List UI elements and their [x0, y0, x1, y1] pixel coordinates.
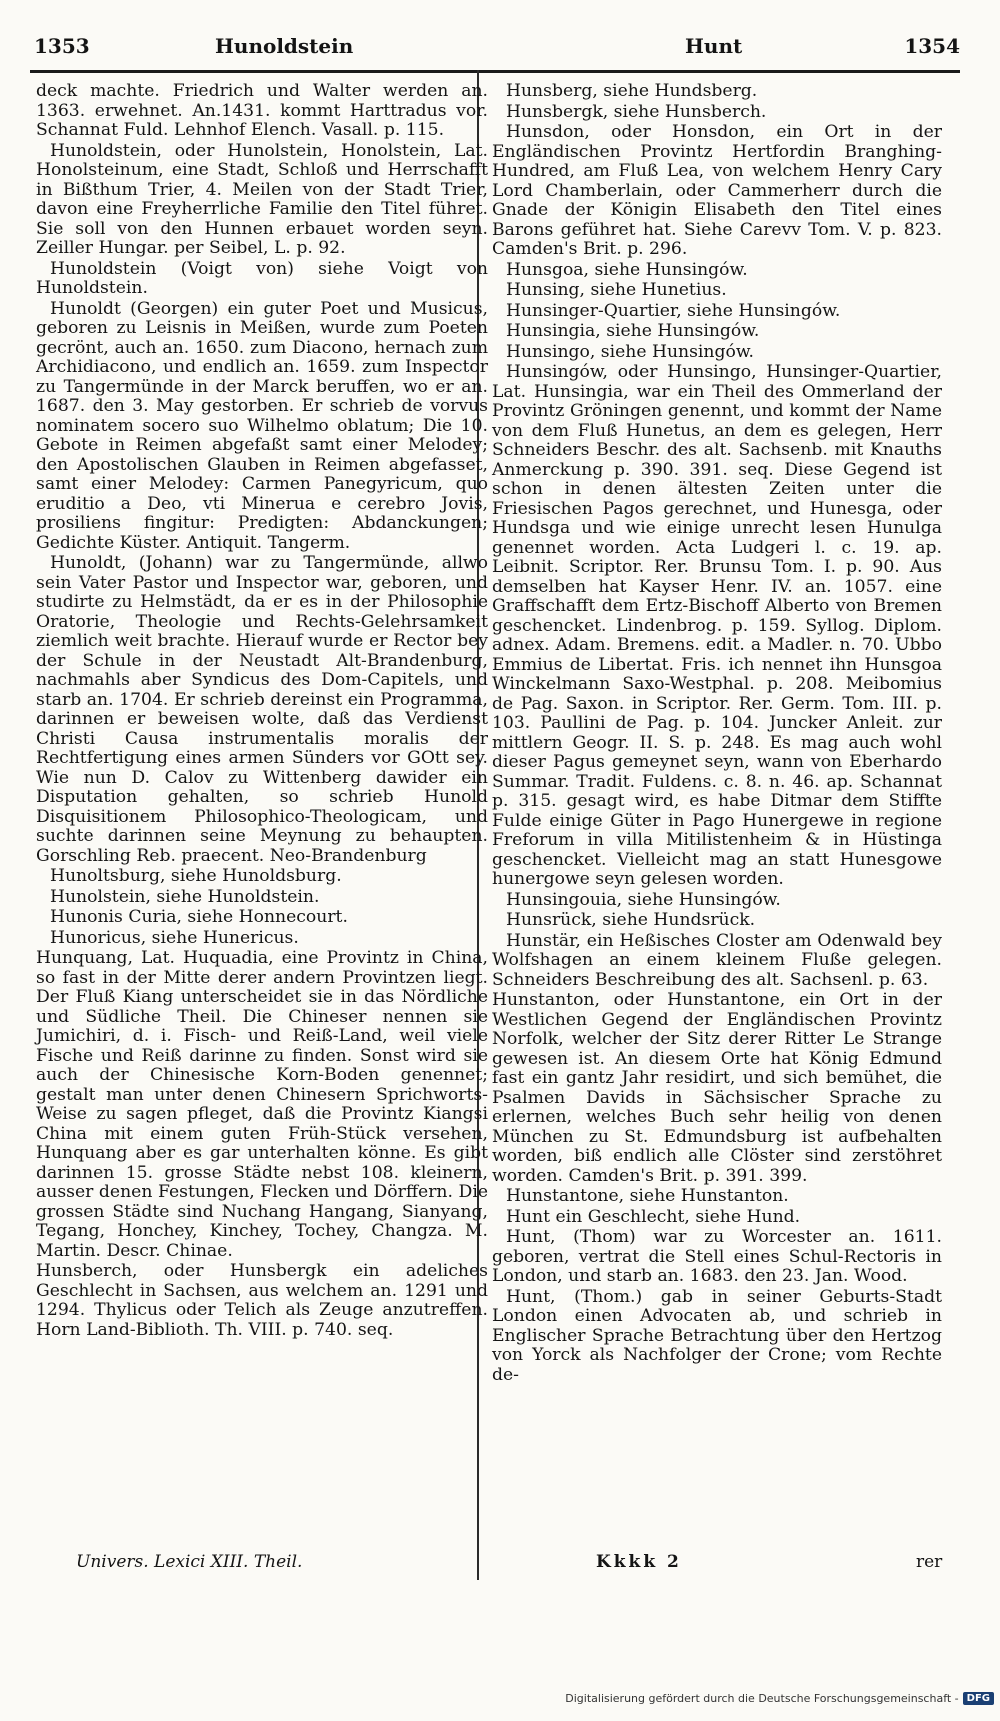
page-number-left: 1353 [34, 34, 90, 58]
entry-paragraph: Hunonis Curia, siehe Honnecourt. [50, 907, 348, 927]
entry-paragraph: Hunsing, siehe Hunetius. [506, 280, 727, 300]
entry-paragraph: Hunstanton, oder Hunstantone, ein Ort in der Westlichen Gegend der Engländischen Provintz Norfolk, welcher der Sitz derer Ritter Le Strange gewesen ist. An diesem Orte hat König Edmund fast ein gantz Jahr residirt, und sich bemühet, die Psalmen Davids in Sächsischer Sprache zu erlernen, welches Buch sehr heilig von denen München zu St. Edmundsburg ist aufbehalten worden, biß endlich alle Clöster sind zerstöhret worden. Camden's Brit. p. 391. 399. [492, 990, 942, 1186]
entry-paragraph: Hunsgoa, siehe Hunsingów. [506, 259, 748, 280]
entry-paragraph: Hunoldt, (Johann) war zu Tangermünde, allwo sein Vater Pastor und Inspector war, geboren, und studirte zu Helmstädt, da er es in der Philosophie Oratorie, Theologie und Rechts-Gelehrsamkeit ziemlich weit brachte. Hierauf wurde er Rector bey der Schule in der Neustadt Alt-Brandenburg, nachmahls aber Syndicus des Dom-Capitels, und starb an. 1704. Er schrieb dereinst ein Programma, darinnen er beweisen wolte, daß das Verdienst Christi Causa instrumentalis moralis der Rechtfertigung eines armen Sünders vor GOtt sey. Wie nun D. Calov zu Wittenberg dawider ein Disputation gehalten, so schrieb Hunold Disquisitionem Philosophico-Theologicam, und suchte darinnen seine Meynung zu behaupten. Gorschling Reb. praecent. Neo-Brandenburg [36, 553, 488, 866]
credit-text: Digitalisierung gefördert durch die Deutsche Forschungsgemeinschaft - [565, 1691, 959, 1705]
digitization-credit [565, 1689, 994, 1707]
entry-paragraph: Hunstär, ein Heßisches Closter am Odenwald bey Wolfshagen an einem kleinem Fluße gelegen. Schneiders Beschreibung des alt. Sachsenl. p. 63. [492, 930, 942, 990]
header-rule [30, 70, 960, 73]
left-column [36, 82, 488, 1341]
entry-paragraph: Hunsbergk, siehe Hunsberch. [506, 101, 767, 122]
entry-paragraph: Hunoltsburg, siehe Hunoldsburg. [50, 866, 342, 886]
entry-paragraph: deck machte. Friedrich und Walter werden an. 1363. erwehnet. An.1431. kommt Harttradus vor. Schannat Fuld. Lehnhof Elench. Vasall. p. 115. [36, 81, 488, 140]
page-footer [36, 1552, 956, 1582]
entry-paragraph: Hunolstein, siehe Hunoldstein. [50, 886, 320, 907]
entry-paragraph: Hunsingo, siehe Hunsingów. [506, 341, 754, 362]
entry-paragraph: Hunsdon, oder Honsdon, ein Ort in der Engländischen Provintz Hertfordin Branghing-Hundred, am Fluß Lea, von welchem Henry Cary Lord Chamberlain, oder Cammerherr durch die Gnade der Königin Elisabeth den Titel eines Barons geführet hat. Siehe Carevv Tom. V. p. 823. Camden's Brit. p. 296. [492, 122, 942, 259]
entry-paragraph: Hunoldt (Georgen) ein guter Poet und Musicus, geboren zu Leisnis in Meißen, wurde zum Poeten gecrönt, auch an. 1650. zum Diacono, hernach zum Archidiacono, und endlich an. 1659. zum Inspector zu Tangermünde in der Marck beruffen, wo er an. 1687. den 3. May gestorben. Er schrieb de vorvus nominatem socero suo Wilhelmo oblatum; Die 10. Gebote in Reimen abgefaßt samt einer Melodey; den Apostolischen Glauben in Reimen abgefasset, samt einer Melodey: Carmen Panegyricum, quo eruditio a Deo, vti Minerua e cerebro Jovis, prosiliens fingitur: Predigten: Abdanckungen; Gedichte Küster. Antiquit. Tangerm. [36, 298, 488, 553]
entry-paragraph: Hunoldstein, oder Hunolstein, Honolstein, Lat. Honolsteinum, eine Stadt, Schloß und Herrschafft in Bißthum Trier, 4. Meilen von der Stadt Trier, davon eine Freyherrliche Familie den Titel führet. Sie soll von den Hunnen erbauet worden seyn. Zeiller Hungar. per Seibel, L. p. 92. [36, 140, 488, 258]
entry-paragraph: Hunsingia, siehe Hunsingów. [506, 321, 760, 341]
entry-paragraph: Hunoldstein (Voigt von) siehe Voigt von Hunoldstein. [36, 258, 488, 298]
entry-paragraph: Hunt, (Thom) war zu Worcester an. 1611. geboren, vertrat die Stell eines Schul-Rectoris in London, und starb an. 1683. den 23. Jan. Wood. [492, 1227, 942, 1286]
entry-paragraph: Hunt ein Geschlecht, siehe Hund. [506, 1206, 801, 1227]
volume-signature: Univers. Lexici XIII. Theil. [76, 1552, 303, 1572]
entry-paragraph: Hunstantone, siehe Hunstanton. [506, 1186, 789, 1206]
entry-paragraph: Hunt, (Thom.) gab in seiner Geburts-Stadt London einen Advocaten ab, und schrieb in Englischer Sprache Betrachtung über den Hertzog von Yorck als Nachfolger der Crone; vom Rechte de- [492, 1286, 942, 1385]
headword-left: Hunoldstein [215, 34, 354, 58]
entry-paragraph: Hunsingouia, siehe Hunsingów. [506, 889, 781, 910]
headword-right: Hunt [685, 34, 743, 58]
right-column [492, 82, 942, 1386]
entry-paragraph: Hunquang, Lat. Huquadia, eine Provintz in China, so fast in der Mitte derer andern Provintzen liegt. Der Fluß Kiang unterscheidet sie in das Nördliche und Südliche Theil. Die Chineser nennen sie Jumichiri, d. i. Fisch- und Reiß-Land, weil viele Fische und Reiß darinne zu finden. Sonst wird sie auch der Chinesische Korn-Boden genennet; gestalt man unter denen Chinesern Sprichworts-Weise zu sagen pfleget, daß die Provintz Kiangsi China mit einem guten Früh-Stück versehen, Hunquang aber es gar unterhalten könne. Es gibt darinnen 15. grosse Städte nebst 108. kleinern, ausser denen Festungen, Flecken und Dörffern. Die grossen Städte sind Nuchang Hangang, Sianyang, Tegang, Honchey, Kinchey, Tochey, Changza. M. Martin. Descr. Chinae. [36, 948, 488, 1261]
entry-paragraph: Hunsinger-Quartier, siehe Hunsingów. [506, 300, 841, 321]
gathering-signature: Kkkk 2 [596, 1552, 682, 1572]
entry-paragraph: Hunsberg, siehe Hundsberg. [506, 81, 758, 101]
entry-paragraph: Hunsrück, siehe Hundsrück. [506, 910, 756, 930]
entry-paragraph: Hunsberch, oder Hunsbergk ein adeliches Geschlecht in Sachsen, aus welchem an. 1291 und 1294. Thylicus oder Telich als Zeuge anzutreffen. Horn Land-Biblioth. Th. VIII. p. 740. seq. [36, 1261, 488, 1340]
entry-paragraph: Hunoricus, siehe Hunericus. [50, 927, 299, 948]
running-header [30, 26, 960, 66]
catchword: rer [916, 1552, 943, 1572]
page-number-right: 1354 [904, 34, 960, 58]
dfg-logo-icon: DFG [963, 1692, 994, 1705]
entry-paragraph: Hunsingów, oder Hunsingo, Hunsinger-Quartier, Lat. Hunsingia, war ein Theil des Ommerland der Provintz Gröningen genennt, und kommt der Name von dem Fluß Hunetus, an dem es gelegen, Herr Schneiders Beschr. des alt. Sachsenb. mit Knauths Anmerckung p. 390. 391. seq. Diese Gegend ist schon in denen ältesten Zeiten unter die Friesischen Pagos gerechnet, und Hunesga, oder Hundsga und wie einige unrecht lesen Hunulga genennet worden. Acta Ludgeri l. c. 19. ap. Leibnit. Scriptor. Rer. Brunsu Tom. I. p. 90. Aus demselben hat Kayser Henr. IV. an. 1057. eine Graffschafft dem Ertz-Bischoff Alberto von Bremen geschencket. Lindenbrog. p. 159. Syllog. Diplom. adnex. Adam. Bremens. edit. a Madler. n. 70. Ubbo Emmius de Libertat. Fris. ich nennet ihn Hunsgoa Winckelmann Saxo-Westphal. p. 208. Meibomius de Pag. Saxon. in Scriptor. Rer. Germ. Tom. III. p. 103. Paullini de Pag. p. 104. Juncker Anleit. zur mittlern Geogr. II. S. p. 248. Es mag auch wohl dieser Pagus gemeynet seyn, wann von Eberhardo Summar. Tradit. Fuldens. c. 8. n. 46. ap. Schannat p. 315. gesagt wird, es habe Ditmar dem Stiffte Fulde einige Güter in Pago Hunergewe in regione Freforum in villa Mitilistenheim & in Hüstinga geschencket. Vielleicht mag an statt Hunesgowe hunergowe seyn gelesen worden. [492, 362, 942, 889]
